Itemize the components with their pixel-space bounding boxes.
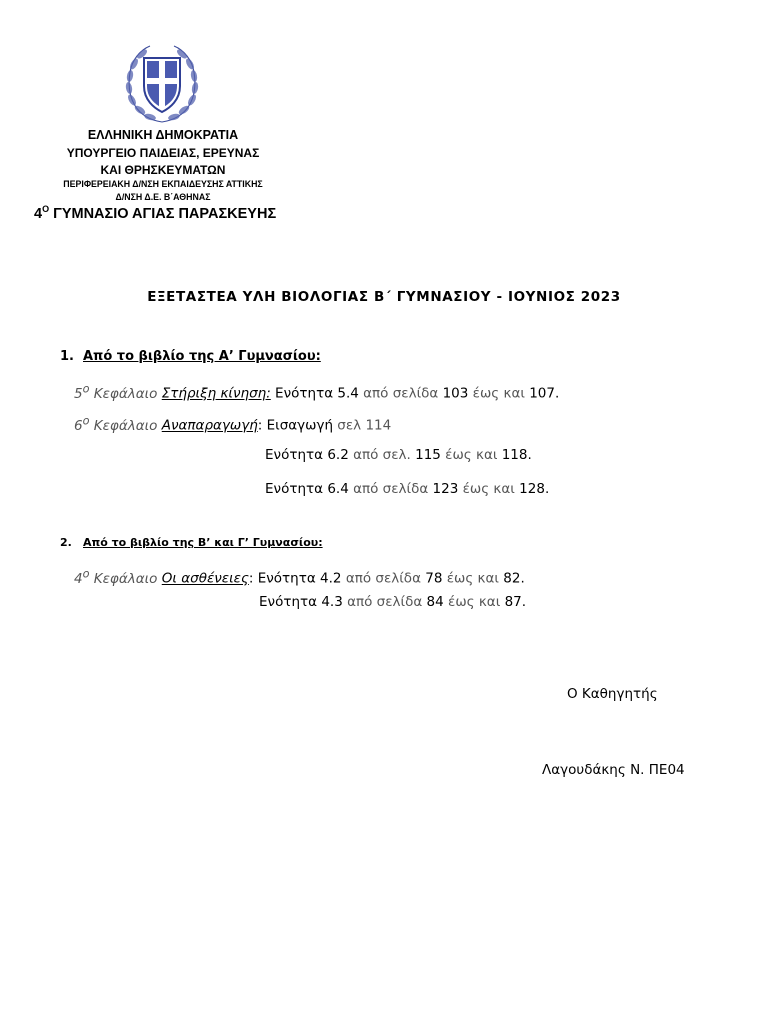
from-text: από σελίδα bbox=[342, 594, 427, 610]
chapter-number bbox=[74, 414, 162, 434]
page-end: 82 bbox=[503, 570, 521, 587]
school-number: 4 bbox=[34, 206, 43, 222]
unit: Εισαγωγή bbox=[266, 417, 334, 434]
page-start: 103 bbox=[442, 385, 469, 402]
section-1-line-4 bbox=[265, 481, 549, 497]
coat-of-arms-emblem bbox=[122, 42, 202, 126]
to-text: έως και bbox=[443, 594, 505, 610]
chapter-word: Κεφάλαιο bbox=[89, 385, 162, 402]
section-1-number: 1. bbox=[60, 349, 74, 364]
document-title: ΕΞΕΤΑΣΤΕΑ ΥΛΗ ΒΙΟΛΟΓΙΑΣ Β΄ ΓΥΜΝΑΣΙΟΥ - ΙΟΥΝΙΟΣ 2023 bbox=[147, 289, 621, 305]
to-text: έως και bbox=[442, 570, 504, 587]
to-text: έως και bbox=[440, 447, 502, 463]
chapter-word: Κεφάλαιο bbox=[89, 570, 162, 587]
unit: Ενότητα 4.2 bbox=[257, 570, 342, 587]
section-1-line-3 bbox=[265, 447, 532, 463]
chapter-title: Οι ασθένειες bbox=[161, 570, 249, 587]
line-end: . bbox=[520, 570, 525, 587]
from-text: από σελίδα bbox=[348, 481, 433, 497]
header-line-ministry-cont: ΚΑΙ ΘΡΗΣΚΕΥΜΑΤΩΝ bbox=[100, 163, 226, 177]
unit: Ενότητα 6.4 bbox=[265, 481, 349, 497]
laurel-shield-icon bbox=[122, 42, 202, 126]
section-2-line-1 bbox=[74, 567, 525, 587]
to-text: έως και bbox=[468, 385, 530, 402]
line-end: . bbox=[527, 447, 532, 463]
page-end: 107 bbox=[529, 385, 555, 402]
school-name-text: ΓΥΜΝΑΣΙΟ ΑΓΙΑΣ ΠΑΡΑΣΚΕΥΗΣ bbox=[49, 206, 277, 222]
school-number-superscript: Ο bbox=[42, 204, 50, 215]
from-text: από σελίδα bbox=[358, 385, 443, 402]
colon: : bbox=[248, 570, 258, 587]
to-text: έως και bbox=[458, 481, 520, 497]
section-1-heading bbox=[60, 349, 321, 364]
header-line-directorate: Δ/ΝΣΗ Δ.Ε. Β΄ΑΘΗΝΑΣ bbox=[115, 192, 211, 202]
section-2-heading bbox=[60, 536, 323, 549]
page-start: 78 bbox=[425, 570, 443, 587]
line-end: . bbox=[554, 385, 560, 402]
chapter-number bbox=[74, 382, 162, 402]
page-start: 84 bbox=[426, 594, 444, 610]
chapter-title: Στήριξη κίνηση: bbox=[161, 385, 271, 402]
page-end: 87 bbox=[504, 594, 522, 610]
line-end: . bbox=[521, 594, 527, 610]
section-2-heading-text: Από το βιβλίο της Β’ και Γ’ Γυμνασίου: bbox=[83, 536, 323, 549]
page-end: 128 bbox=[519, 481, 545, 497]
section-1-line-2 bbox=[74, 414, 391, 434]
chapter-num: 5 bbox=[74, 385, 83, 402]
chapter-word: Κεφάλαιο bbox=[89, 417, 162, 434]
header-line-regional-directorate: ΠΕΡΙΦΕΡΕΙΑΚΗ Δ/ΝΣΗ ΕΚΠΑΙΔΕΥΣΗΣ ΑΤΤΙΚΗΣ bbox=[63, 179, 263, 189]
signature-name: Λαγουδάκης Ν. ΠΕ04 bbox=[542, 762, 685, 778]
chapter-num: 6 bbox=[74, 417, 83, 434]
section-1-line-1 bbox=[74, 382, 559, 402]
unit: Ενότητα 6.2 bbox=[265, 447, 349, 463]
chapter-sup: ο bbox=[82, 414, 90, 427]
section-2-number: 2. bbox=[60, 536, 72, 549]
school-name bbox=[34, 206, 276, 222]
chapter-sup: ο bbox=[82, 567, 90, 580]
chapter-sup: ο bbox=[82, 382, 90, 395]
chapter-title: Αναπαραγωγή bbox=[161, 417, 258, 434]
chapter-num: 4 bbox=[74, 570, 83, 587]
colon: : bbox=[257, 417, 267, 434]
unit: Ενότητα 4.3 bbox=[259, 594, 343, 610]
page-end: 118 bbox=[501, 447, 528, 463]
from-text: από σελ. bbox=[348, 447, 416, 463]
unit: Ενότητα 5.4 bbox=[270, 385, 359, 402]
page-start: 115 bbox=[415, 447, 441, 463]
chapter-number bbox=[74, 567, 162, 587]
header-line-republic: ΕΛΛΗΝΙΚΗ ΔΗΜΟΚΡΑΤΙΑ bbox=[87, 128, 239, 142]
page-ref: σελ 114 bbox=[333, 417, 392, 434]
from-text: από σελίδα bbox=[341, 570, 426, 587]
section-2-line-2 bbox=[259, 594, 526, 610]
section-1-heading-text: Από το βιβλίο της Α’ Γυμνασίου: bbox=[83, 349, 321, 364]
header-line-ministry: ΥΠΟΥΡΓΕΙΟ ΠΑΙΔΕΙΑΣ, ΕΡΕΥΝΑΣ bbox=[66, 146, 260, 160]
line-end: . bbox=[544, 481, 550, 497]
page-start: 123 bbox=[432, 481, 459, 497]
signature-role: Ο Καθηγητής bbox=[567, 686, 658, 702]
